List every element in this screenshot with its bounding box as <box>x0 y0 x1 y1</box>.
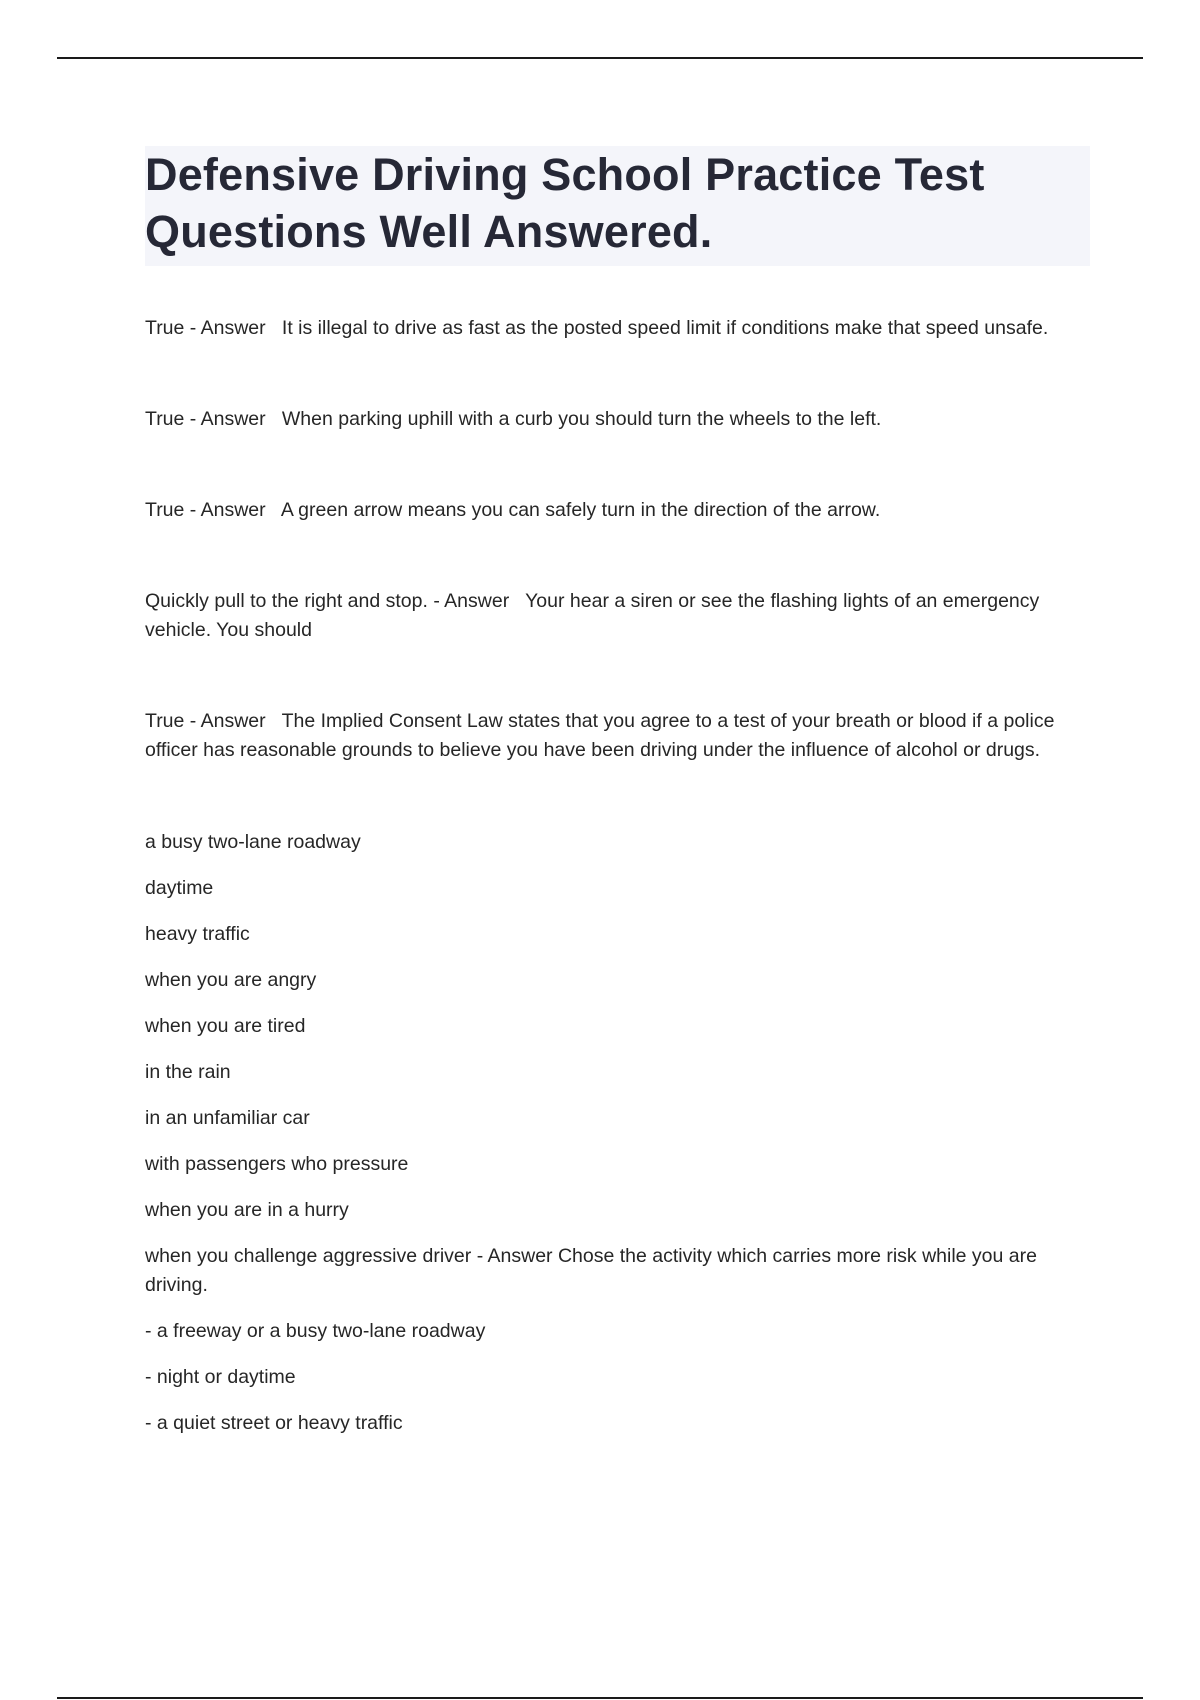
bottom-rule <box>57 1697 1143 1699</box>
list-item: heavy traffic <box>145 923 250 945</box>
qa-question: A green arrow means you can safely turn in the direction of the arrow. <box>280 499 881 521</box>
list-item: - a freeway or a busy two-lane roadway <box>145 1320 486 1342</box>
list-item: a busy two-lane roadway <box>145 831 361 853</box>
qa-answer: True <box>145 710 185 732</box>
qa-question: Your hear a siren or see the flashing lights of an emergency vehicle. You should <box>145 590 1040 641</box>
qa-question: When parking uphill with a curb you should turn the wheels to the left. <box>281 408 882 430</box>
document-title: Defensive Driving School Practice Test Questions Well Answered. <box>145 149 985 257</box>
list-item: daytime <box>145 877 214 899</box>
list-item: - night or daytime <box>145 1366 296 1388</box>
qa-item <box>145 587 1090 645</box>
top-rule <box>57 57 1143 59</box>
qa-item <box>145 496 1090 525</box>
list-item: - a quiet street or heavy traffic <box>145 1412 403 1434</box>
list-item: with passengers who pressure <box>145 1153 409 1175</box>
qa-separator: - Answer <box>427 590 526 612</box>
document-body <box>145 146 1090 1455</box>
qa-answer: True <box>145 408 185 430</box>
qa-answer: True <box>145 499 185 521</box>
list-item: in the rain <box>145 1061 231 1083</box>
qa-item <box>145 405 1090 434</box>
qa-answer: Quickly pull to the right and stop. <box>145 590 428 612</box>
list-item: when you challenge aggressive driver - Answer Chose the activity which carries more risk while you are driving. <box>145 1245 1037 1296</box>
list-item: when you are in a hurry <box>145 1199 349 1221</box>
list-item: when you are tired <box>145 1015 306 1037</box>
list-item: in an unfamiliar car <box>145 1107 310 1129</box>
qa-question: It is illegal to drive as fast as the posted speed limit if conditions make that speed unsafe. <box>281 317 1049 339</box>
qa-item <box>145 314 1090 343</box>
qa-separator: - Answer <box>184 408 282 430</box>
qa-separator: - Answer <box>184 710 282 732</box>
qa-item <box>145 707 1090 765</box>
qa-separator: - Answer <box>184 499 281 521</box>
title-box <box>145 146 1090 266</box>
list-item: when you are angry <box>145 969 317 991</box>
qa-answer: True <box>145 317 185 339</box>
risk-list <box>145 828 1090 1438</box>
qa-separator: - Answer <box>184 317 282 339</box>
qa-question: The Implied Consent Law states that you agree to a test of your breath or blood if a police officer has reasonable grounds to believe you have been driving under the influence of alcohol or drugs. <box>145 710 1055 761</box>
